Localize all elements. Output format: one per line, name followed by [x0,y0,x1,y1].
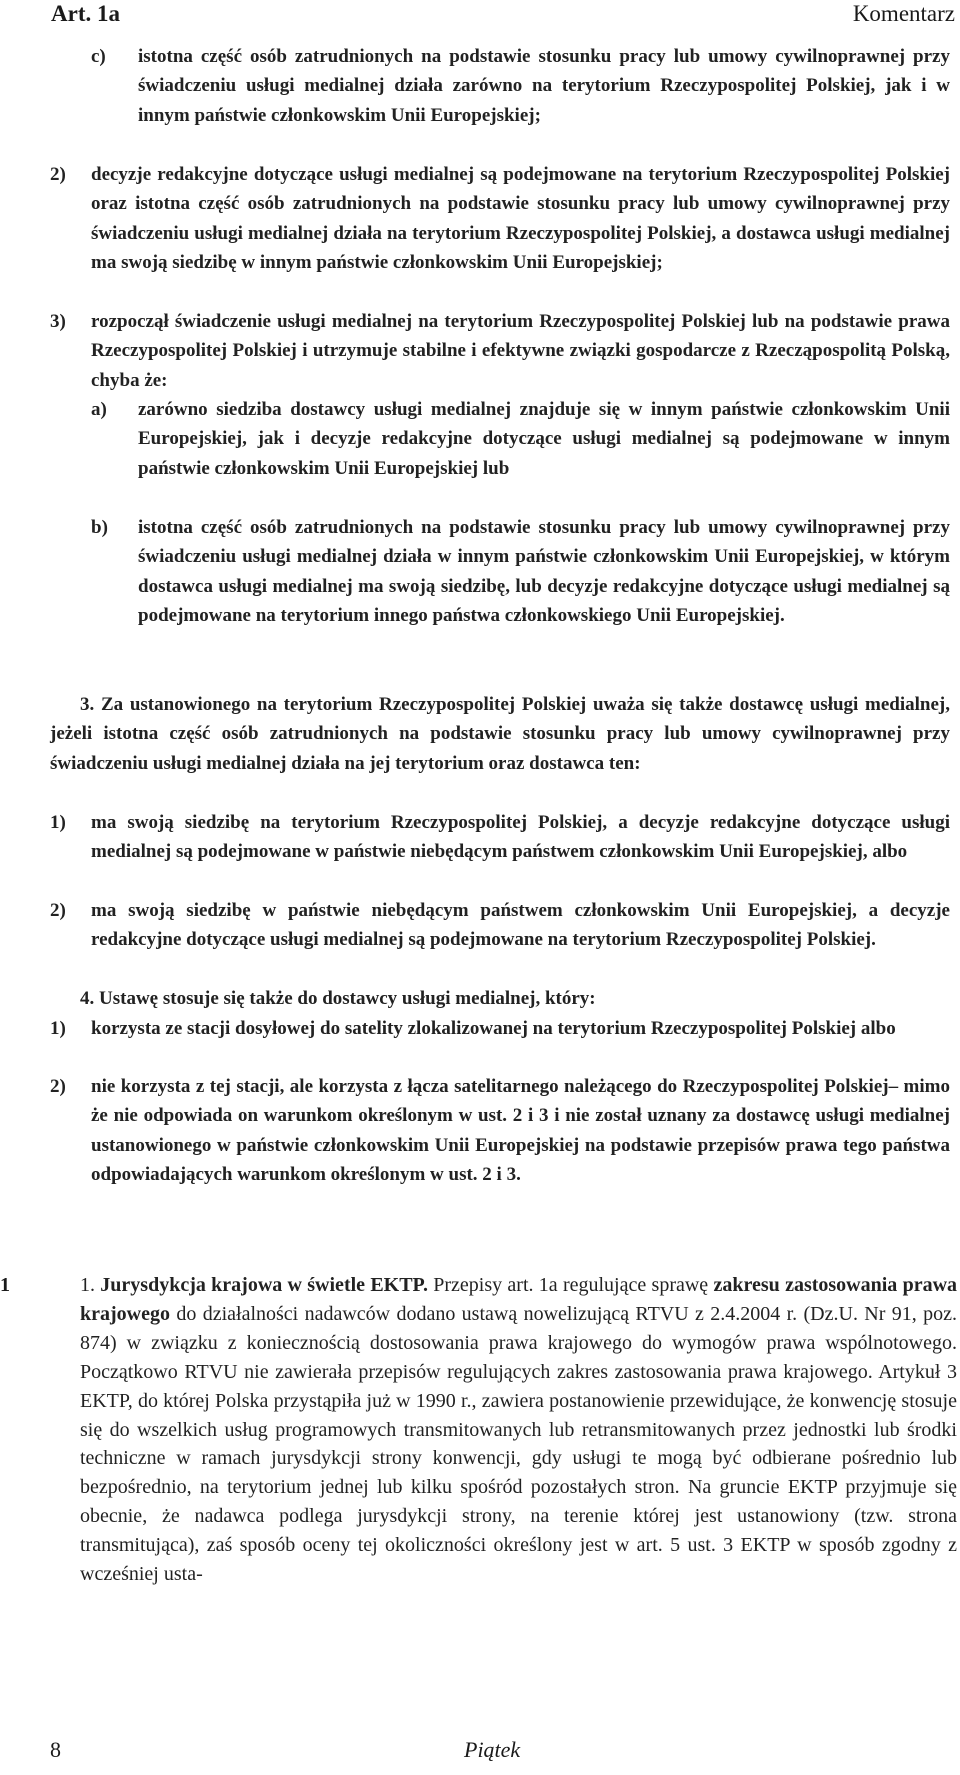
running-header-article: Art. 1a [51,1,120,26]
item-text-c: istotna część osób zatrudnionych na podstawie stosunku pracy lub umowy cywilnoprawnej przy świadczeniu usługi medialnej działa zarówno na terytorium Rzeczypospolitej Polskiej, jak i w innym państwie członkowskim Unii Europejskiej; [138,46,950,126]
commentary-text-1: Przepisy art. 1a regulujące sprawę [433,1274,709,1296]
page-number: 8 [50,1737,61,1762]
item-label-b: b) [91,517,108,538]
item-label-2: 2) [50,164,66,185]
margin-number: 1 [0,1274,10,1296]
running-header-section: Komentarz [852,1,955,26]
section-3-item-text-1: ma swoją siedzibę na terytorium Rzeczypospolitej Polskiej, a decyzje redakcyjne dotyczące usługi medialnej są podejmowane w państwie niebędącym państwem członkowskim Unii Europejskiej, albo [91,812,950,863]
section-4-item-text-2: nie korzysta z tej stacji, ale korzysta z łącza satelitarnego należącego do Rzeczypospolitej Polskiej– mimo że nie odpowiada on warunkom określonym w ust. 2 i 3 i nie został uznany za dostawcę usługi medialnej ustanowionego w państwie członkowskim Unii Europejskiej na podstawie przepisów prawa tego państwa odpowiadających warunkom określonym w ust. 2 i 3. [91,1076,950,1186]
item-text-a: zarówno siedziba dostawcy usługi medialnej znajduje się w innym państwie członkowskim Unii Europejskiej, jak i decyzje redakcyjne dotyczące usługi medialnej są podejmowane w innym państwie członkowskim Unii Europejskiej lub [138,399,950,479]
item-text-2: decyzje redakcyjne dotyczące usługi medialnej są podejmowane na terytorium Rzeczypospolitej Polskiej oraz istotna część osób zatrudnionych na podstawie stosunku pracy lub umowy cywilnoprawnej przy świadczeniu usługi medialnej działa na terytorium Rzeczypospolitej Polskiej, a dostawca usługi medialnej ma swoją siedzibę w innym państwie członkowskim Unii Europejskiej; [91,164,950,274]
commentary-number: 1. [80,1274,95,1296]
commentary-paragraph [80,1271,957,1589]
section-3-item-text-2: ma swoją siedzibę w państwie niebędącym państwem członkowskim Unii Europejskiej, a decyzje redakcyjne dotyczące usługi medialnej są podejmowane na terytorium Rzeczypospolitej Polskiej. [91,900,950,951]
section-3-text: 3. Za ustanowionego na terytorium Rzeczypospolitej Polskiej uważa się także dostawcę usługi medialnej, jeżeli istotna część osób zatrudnionych na podstawie stosunku pracy lub umowy cywilnoprawnej przy świadczeniu usługi medialnej działa na jej terytorium oraz dostawca ten: [50,694,950,774]
section-4-item-text-1: korzysta ze stacji dosyłowej do satelity zlokalizowanej na terytorium Rzeczypospolitej Polskiej albo [91,1018,896,1039]
commentary-bold-phrase: zakresu zastosowania prawa krajowego [80,1274,958,1325]
section-3-item-label-1: 1) [50,812,66,833]
section-4-item-label-1: 1) [50,1018,66,1039]
item-text-3: rozpoczął świadczenie usługi medialnej na terytorium Rzeczypospolitej Polskiej lub na podstawie prawa Rzeczypospolitej Polskiej i utrzymuje stabilne i efektywne związki gospodarcze z Rzecząpospolitą Polską, chyba że: [91,311,950,391]
item-text-b: istotna część osób zatrudnionych na podstawie stosunku pracy lub umowy cywilnoprawnej przy świadczeniu usługi medialnej działa w innym państwie członkowskim Unii Europejskiej, w którym dostawca usługi medialnej ma swoją siedzibę, lub decyzje redakcyjne dotyczące usługi medialnej są podejmowane na terytorium innego państwa członkowskiego Unii Europejskiej. [138,517,950,627]
section-4-item-label-2: 2) [50,1076,66,1097]
item-label-a: a) [91,399,107,420]
commentary-heading: Jurysdykcja krajowa w świetle EKTP. [100,1274,428,1296]
section-3-item-label-2: 2) [50,900,66,921]
commentary-text-2: do działalności nadawców dodano ustawą nowelizującą RTVU z 2.4.2004 r. (Dz.U. Nr 91, poz. 874) w związku z koniecznością dostosowania prawa krajowego do wymogów prawa wspólnotowego. Początkowo RTVU nie zawierała przepisów regulujących zakres zastosowania prawa krajowego. Artykuł 3 EKTP, do której Polska przystąpiła już w 1990 r., zawiera postanowienie przewidujące, że konwencję stosuje się do wszelkich usług programowych transmitowanych lub retransmitowanych przez jednostki lub środki techniczne w ramach jurysdykcji strony konwencji, gdy usługi te mogą być odbierane pośrednio lub bezpośrednio, na terytorium jednej lub kilku spośród pozostałych stron. Na gruncie EKTP przyjmuje się obecnie, że nadawca podlega jurysdykcji strony, na terenie której jest ustanowiony (tzw. strona transmitująca), zaś sposób oceny tej okoliczności określony jest w art. 5 ust. 3 EKTP w sposób zgodny z wcześniej usta- [80,1302,957,1586]
item-label-c: c) [91,46,106,67]
section-4-text: 4. Ustawę stosuje się także do dostawcy usługi medialnej, który: [80,988,596,1009]
running-footer-author: Piątek [464,1737,521,1762]
item-label-3: 3) [50,311,66,332]
